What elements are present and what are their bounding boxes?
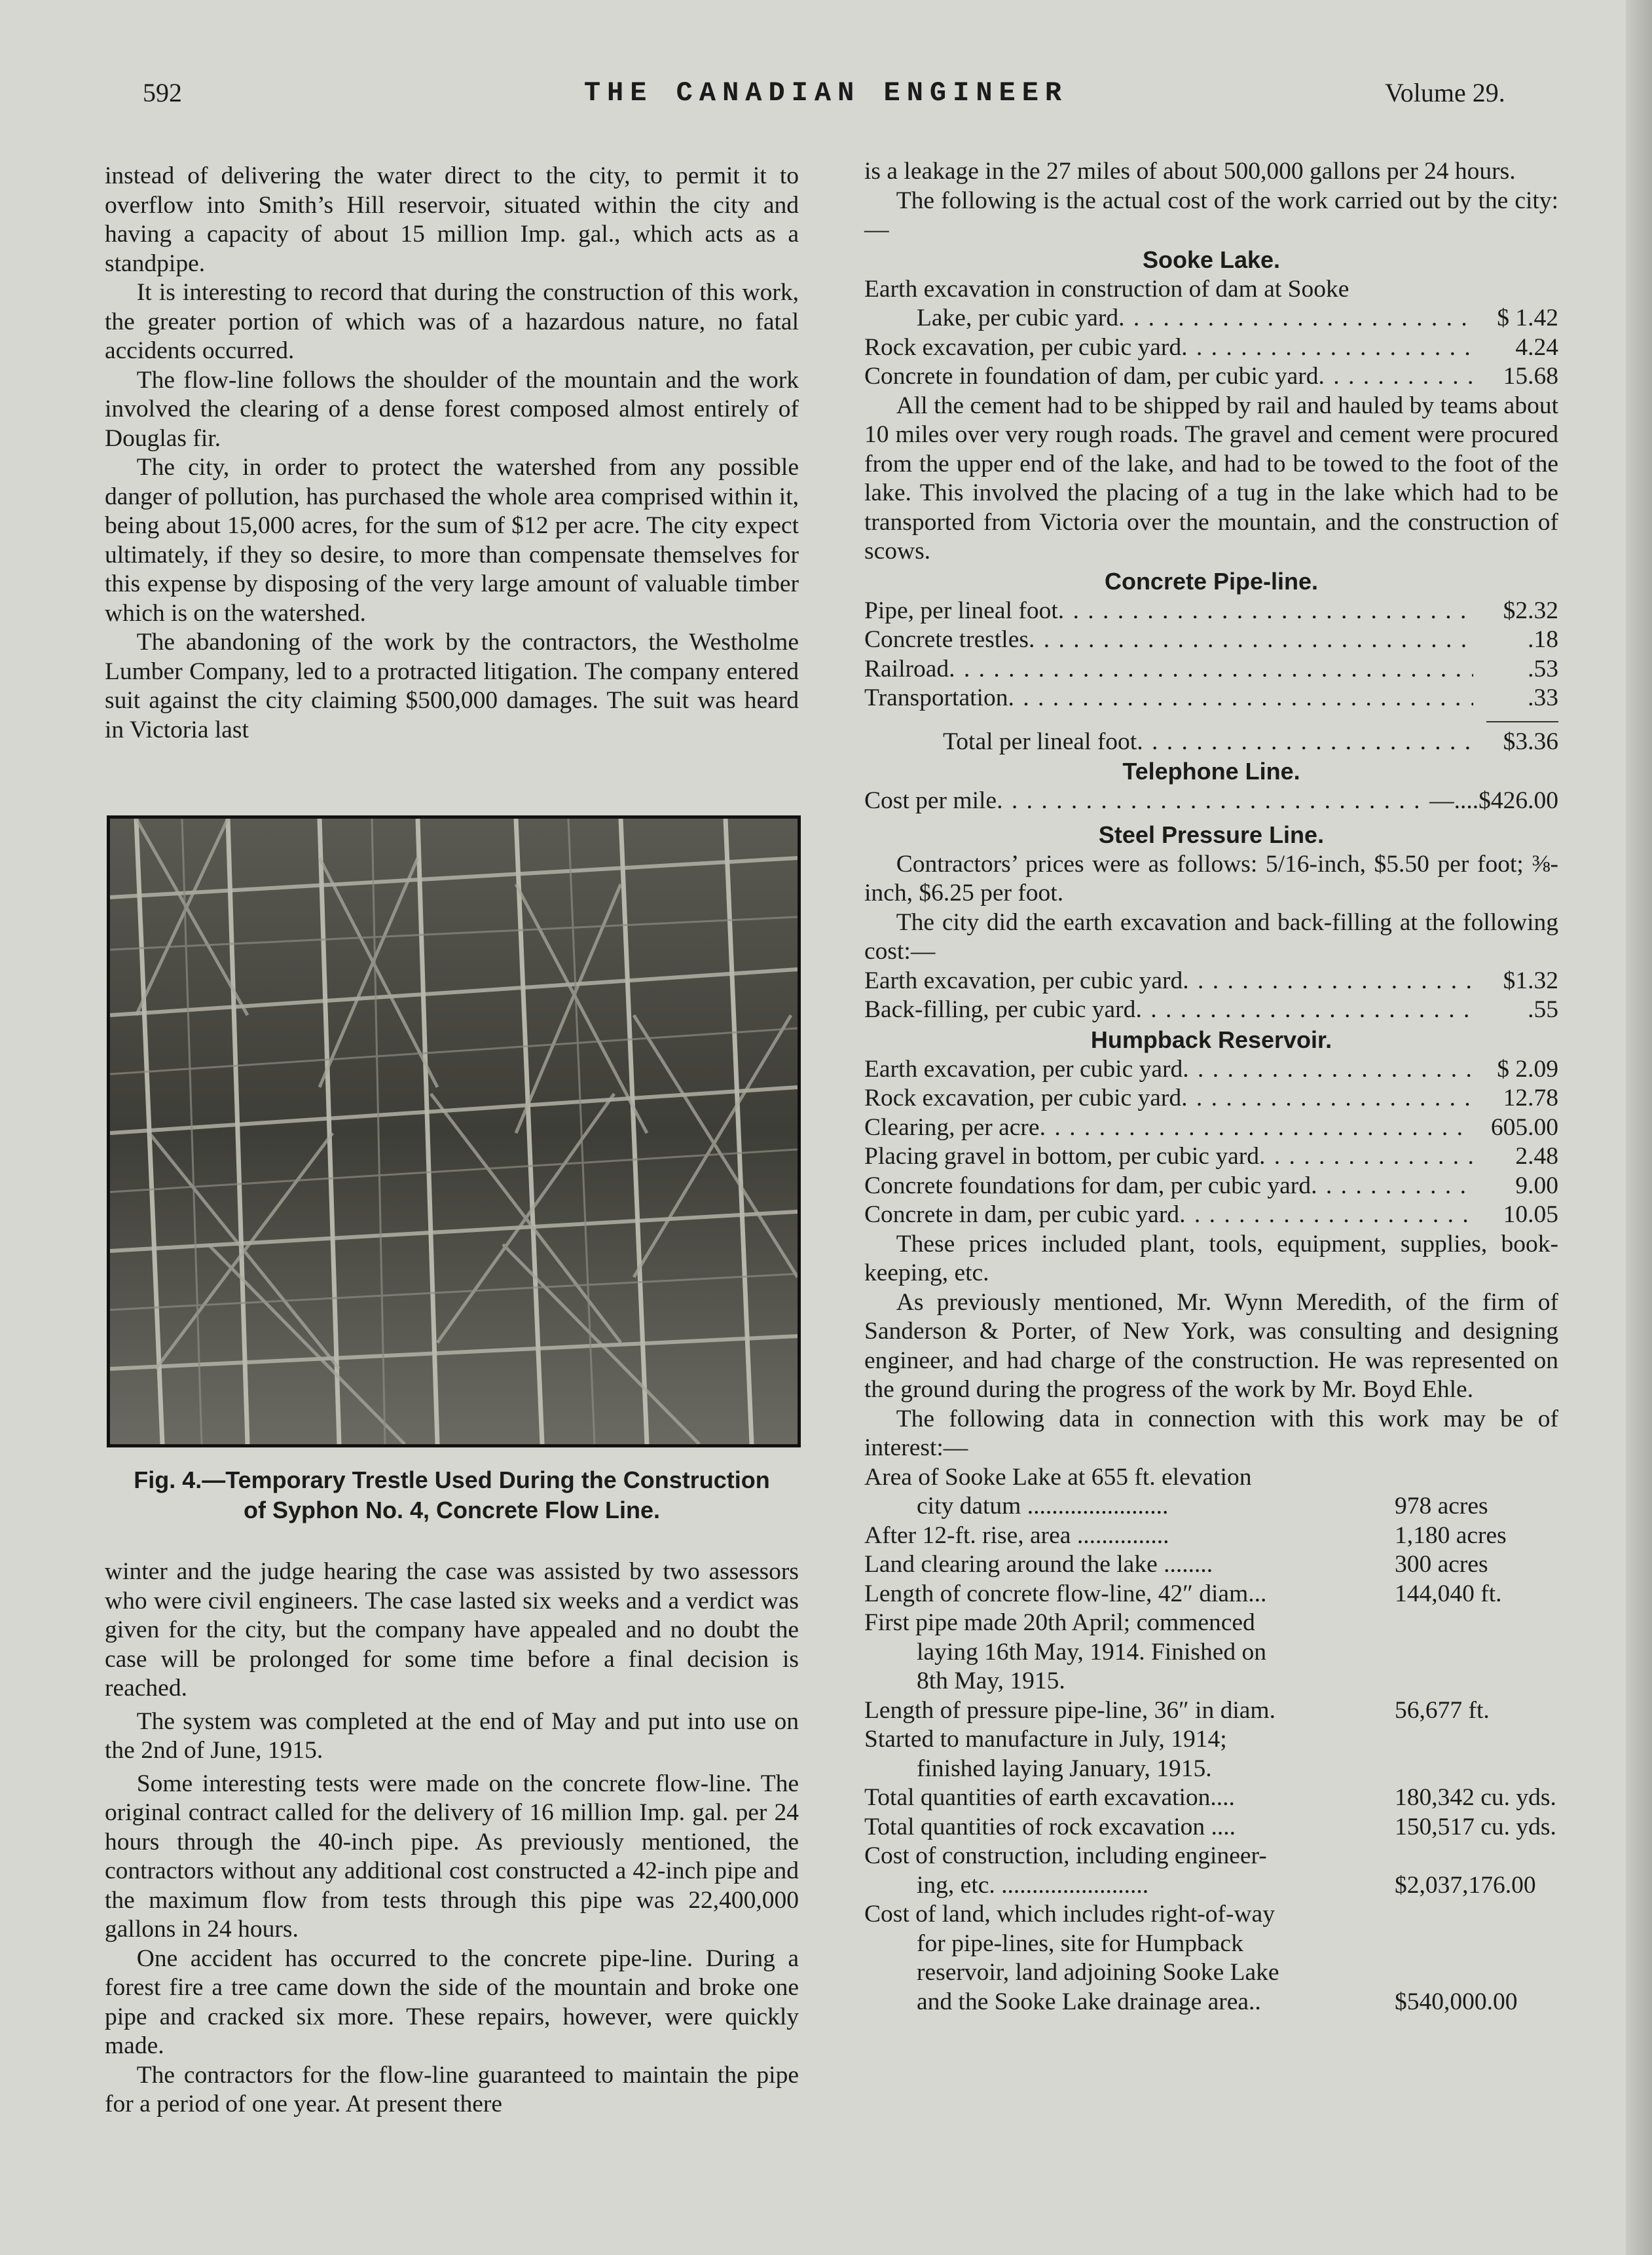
- paragraph: One accident has occurred to the concrete pipe-line. During a forest fire a tree came down the side of the mountain and broke one pipe and cracked six more. These repairs, however, were quickly made.: [105, 1945, 799, 2059]
- paragraph: The flow-line follows the shoulder of the mountain and the work involved the clearing of a dense forest composed almost entirely of Douglas fir.: [105, 366, 799, 452]
- cost-row: [864, 1055, 1558, 1085]
- data-list-item: [864, 1725, 1558, 1755]
- data-list-value: 1,180 acres: [1395, 1521, 1507, 1549]
- total-value: $3.36: [1503, 728, 1558, 755]
- data-list-value: $2,037,176.00: [1395, 1871, 1536, 1899]
- paragraph: As previously mentioned, Mr. Wynn Meredith, of the firm of Sanderson & Porter, of New York, was consulting and designing engineer, and had charge of the construction. He was represented on the ground during the progress of the work by Mr. Boyd Ehle.: [864, 1288, 1558, 1403]
- total-row: [864, 728, 1558, 757]
- data-list-value: 150,517 cu. yds.: [1395, 1813, 1556, 1840]
- data-list-label: and the Sooke Lake drainage area..: [917, 1988, 1261, 2015]
- data-list-label: Total quantities of earth excavation....: [864, 1784, 1235, 1811]
- data-list-label: First pipe made 20th April; commenced: [864, 1609, 1255, 1636]
- cost-row: [864, 1172, 1558, 1201]
- data-list-label: Cost of construction, including engineer-: [864, 1842, 1267, 1869]
- cost-label: Concrete trestles: [864, 626, 1029, 653]
- paragraph: The following data in connection with this work may be of interest:—: [864, 1405, 1558, 1461]
- leader-dots: [1183, 1055, 1473, 1085]
- paragraph: Some interesting tests were made on the concrete flow-line. The original contract called for the delivery of 16 million Imp. gal. per 24 hours through the 40-inch pipe. As previously mentioned, the contractors without any additional cost constructed a 42-inch pipe and the maximum flow from tests through this pipe was 22,400,000 gallons in 24 hours.: [105, 1770, 799, 1943]
- data-list-label: city datum .......................: [917, 1493, 1169, 1519]
- cost-value: $2.32: [1503, 597, 1558, 624]
- cost-value: $1.32: [1503, 967, 1558, 994]
- cost-label: Earth excavation, per cubic yard: [864, 967, 1183, 994]
- cost-label: Clearing, per acre: [864, 1113, 1040, 1141]
- cost-label: Concrete in dam, per cubic yard: [864, 1201, 1180, 1228]
- cost-label: Placing gravel in bottom, per cubic yard: [864, 1143, 1259, 1170]
- cost-value: .55: [1528, 996, 1558, 1023]
- cost-value: —....$426.00: [1429, 787, 1558, 814]
- paragraph: The contractors for the flow-line guaranteed to maintain the pipe for a period of one year. At present there: [105, 2061, 799, 2117]
- page-edge-shadow: [1626, 0, 1652, 2255]
- section-heading-pipeline: Concrete Pipe-line.: [1104, 567, 1319, 595]
- cost-value: 10.05: [1503, 1201, 1558, 1228]
- data-list-value: 56,677 ft.: [1395, 1696, 1490, 1724]
- figure-caption-line: of Syphon No. 4, Concrete Flow Line.: [243, 1497, 661, 1523]
- section-heading-steel: Steel Pressure Line.: [1098, 821, 1325, 848]
- volume-label: Volume 29.: [1385, 78, 1505, 107]
- paragraph: The abandoning of the work by the contractors, the Westholme Lumber Company, led to a protracted litigation. The company entered suit against the city claiming $500,000 damages. The suit was heard in Victoria last: [105, 629, 799, 743]
- data-list-item: [864, 1667, 1558, 1696]
- data-list-label: ing, etc. ........................: [917, 1871, 1149, 1899]
- leader-dots: [1118, 304, 1473, 333]
- data-list-item: [864, 1842, 1558, 1871]
- leader-dots: [1029, 625, 1473, 655]
- cost-label: Lake, per cubic yard: [917, 305, 1119, 331]
- cost-row: [864, 787, 1558, 816]
- cost-value: 12.78: [1503, 1085, 1558, 1111]
- cost-label: Rock excavation, per cubic yard: [864, 1085, 1182, 1111]
- left-column-bottom: [105, 1557, 799, 2119]
- project-data-list: [864, 1463, 1558, 2017]
- cost-row: [864, 1201, 1558, 1230]
- leader-dots: [1183, 967, 1473, 996]
- cost-row-text: Earth excavation in construction of dam at Sooke: [864, 275, 1349, 303]
- cost-value: 9.00: [1515, 1172, 1558, 1199]
- cost-row: [864, 597, 1558, 626]
- leader-dots: [949, 655, 1473, 684]
- data-list-label: finished laying January, 1915.: [917, 1755, 1212, 1782]
- data-list-label: Started to manufacture in July, 1914;: [864, 1726, 1227, 1753]
- trestle-photograph: [107, 815, 801, 1447]
- data-list-item: [864, 1988, 1558, 2017]
- data-list-label: for pipe-lines, site for Humpback: [917, 1929, 1243, 1957]
- data-list-item: [864, 1521, 1558, 1551]
- cost-value: .33: [1528, 684, 1558, 711]
- trestle-image: [110, 819, 798, 1444]
- cost-row: [864, 304, 1558, 333]
- cost-label: Earth excavation, per cubic yard: [864, 1055, 1183, 1083]
- cost-row: [864, 333, 1558, 363]
- data-list-item: [864, 1755, 1558, 1784]
- cost-row: [864, 655, 1558, 684]
- data-list-label: Land clearing around the lake ........: [864, 1551, 1213, 1578]
- data-list-value: $540,000.00: [1395, 1988, 1518, 2015]
- data-list-label: Cost of land, which includes right-of-way: [864, 1901, 1275, 1928]
- journal-title: THE CANADIAN ENGINEER: [583, 77, 1069, 109]
- cost-label: Pipe, per lineal foot: [864, 597, 1058, 624]
- cost-value: $ 2.09: [1497, 1055, 1558, 1083]
- paragraph: winter and the judge hearing the case was assisted by two assessors who were civil engineers. The case lasted six weeks and a verdict was given for the city, but the company have appealed and no doubt the case will be prolonged for some time before a final decision is reached.: [105, 1558, 799, 1702]
- data-list-item: [864, 1696, 1558, 1726]
- data-list-value: 180,342 cu. yds.: [1395, 1784, 1556, 1811]
- cost-row: [864, 1142, 1558, 1172]
- cost-value: 4.24: [1515, 333, 1558, 361]
- cost-value: $ 1.42: [1497, 305, 1558, 331]
- leader-dots: [1181, 333, 1473, 363]
- cost-row: [864, 684, 1558, 713]
- data-list-item: [864, 1871, 1558, 1901]
- cost-label: Concrete foundations for dam, per cubic yard: [864, 1172, 1312, 1199]
- data-list-item: [864, 1958, 1558, 1988]
- paragraph: It is interesting to record that during the construction of this work, the greater portion of which was of a hazardous nature, no fatal accidents occurred.: [105, 279, 799, 364]
- data-list-label: Length of pressure pipe-line, 36″ in diam.: [864, 1696, 1276, 1724]
- data-list-item: [864, 1783, 1558, 1813]
- cost-row: [864, 625, 1558, 655]
- data-list-label: Area of Sooke Lake at 655 ft. elevation: [864, 1463, 1252, 1491]
- data-list-label: reservoir, land adjoining Sooke Lake: [917, 1959, 1279, 1986]
- leader-dots: [1137, 728, 1473, 757]
- leader-dots: [997, 787, 1423, 816]
- total-label: Total per lineal foot: [943, 728, 1137, 755]
- cost-value: .53: [1528, 655, 1558, 682]
- data-list-value: 978 acres: [1395, 1493, 1488, 1519]
- paragraph: instead of delivering the water direct to the city, to permit it to overflow into Smith’s Hill reservoir, situated within the city and having a capacity of about 15 million Imp. gal., which acts as a standpipe.: [105, 162, 799, 277]
- leader-dots: [1181, 1084, 1473, 1113]
- left-column-top: [105, 162, 799, 745]
- cost-row: [864, 996, 1558, 1025]
- section-heading-humpback: Humpback Reservoir.: [1090, 1026, 1332, 1053]
- data-list-item: [864, 1580, 1558, 1609]
- paragraph: The following is the actual cost of the work carried out by the city:—: [864, 187, 1558, 243]
- data-list-item: [864, 1929, 1558, 1959]
- leader-dots: [1058, 597, 1473, 626]
- paragraph: Contractors’ prices were as follows: 5/16-inch, $5.50 per foot; ⅜-inch, $6.25 per foot.: [864, 850, 1558, 906]
- data-list-item: [864, 1813, 1558, 1842]
- total-rule: [1486, 721, 1558, 722]
- right-column: [864, 157, 1558, 2017]
- cost-row: [864, 362, 1558, 392]
- cost-value: 15.68: [1503, 363, 1558, 390]
- data-list-item: [864, 1900, 1558, 1929]
- cost-value: 605.00: [1490, 1113, 1558, 1141]
- data-list-item: [864, 1550, 1558, 1580]
- section-heading-sooke: Sooke Lake.: [1142, 246, 1281, 273]
- paragraph: The system was completed at the end of May and put into use on the 2nd of June, 1915.: [105, 1707, 799, 1764]
- leader-dots: [1008, 684, 1473, 713]
- running-header: [0, 77, 1652, 123]
- cost-label: Concrete in foundation of dam, per cubic yard: [864, 363, 1319, 390]
- paragraph: is a leakage in the 27 miles of about 500,000 gallons per 24 hours.: [864, 158, 1516, 185]
- cost-row: [864, 967, 1558, 996]
- paragraph: These prices included plant, tools, equipment, supplies, book-keeping, etc.: [864, 1230, 1558, 1286]
- cost-row: [864, 1084, 1558, 1113]
- cost-row: [864, 1113, 1558, 1143]
- data-list-label: After 12-ft. rise, area ...............: [864, 1521, 1169, 1549]
- leader-dots: [1319, 362, 1473, 392]
- cost-value: 2.48: [1515, 1143, 1558, 1170]
- data-list-item: [864, 1463, 1558, 1493]
- leader-dots: [1259, 1142, 1473, 1172]
- data-list-item: [864, 1492, 1558, 1521]
- leader-dots: [1311, 1172, 1473, 1201]
- data-list-label: Total quantities of rock excavation ....: [864, 1813, 1236, 1840]
- data-list-label: Length of concrete flow-line, 42″ diam...: [864, 1580, 1267, 1607]
- cost-label: Back-filling, per cubic yard: [864, 996, 1136, 1023]
- cost-label: Cost per mile: [864, 787, 997, 814]
- data-list-value: 300 acres: [1395, 1551, 1488, 1578]
- leader-dots: [1179, 1201, 1473, 1230]
- cost-label: Transportation: [864, 684, 1008, 711]
- leader-dots: [1040, 1113, 1473, 1143]
- figure-caption: [105, 1465, 799, 1525]
- paragraph: The city did the earth excavation and back-filling at the following cost:—: [864, 908, 1558, 965]
- data-list-item: [864, 1638, 1558, 1668]
- paragraph: The city, in order to protect the watershed from any possible danger of pollution, has purchased the whole area comprised within it, being about 15,000 acres, for the sum of $12 per acre. The city expect ultimately, if they so desire, to more than compensate themselves for this expense by disposing of the very large amount of valuable timber which is on the watershed.: [105, 454, 799, 627]
- cost-label: Rock excavation, per cubic yard: [864, 333, 1182, 361]
- page-number: 592: [143, 78, 182, 107]
- data-list-item: [864, 1609, 1558, 1638]
- data-list-value: 144,040 ft.: [1395, 1580, 1502, 1607]
- figure-caption-line: Fig. 4.—Temporary Trestle Used During the Construction: [134, 1466, 770, 1493]
- section-heading-telephone: Telephone Line.: [1122, 758, 1300, 785]
- data-list-label: laying 16th May, 1914. Finished on: [917, 1638, 1267, 1666]
- leader-dots: [1135, 996, 1473, 1025]
- paragraph: All the cement had to be shipped by rail and hauled by teams about 10 miles over very rough roads. The gravel and cement were procured from the upper end of the lake, and had to be towed to the foot of the lake. This involved the placing of a tug in the lake which had to be transported from Victoria over the mountain, and the construction of scows.: [864, 392, 1558, 565]
- cost-value: .18: [1528, 626, 1558, 653]
- data-list-label: 8th May, 1915.: [917, 1668, 1065, 1694]
- cost-label: Railroad: [864, 655, 949, 682]
